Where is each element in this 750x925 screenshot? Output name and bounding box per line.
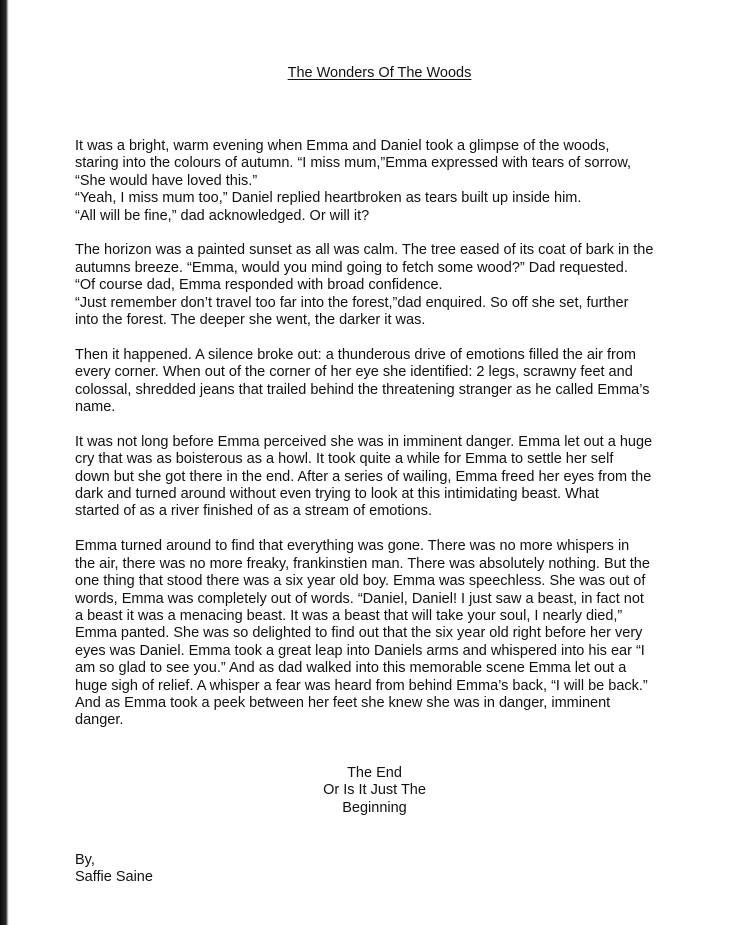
- paragraph-line: danger.: [75, 712, 124, 729]
- paragraph-line: colossal, shredded jeans that trailed behind the threatening stranger as he called Emma’s: [75, 381, 650, 398]
- paragraph-line: autumns breeze. “Emma, would you mind going to fetch some wood?” Dad requested.: [75, 259, 628, 276]
- paragraph-line: “All will be fine,” dad acknowledged. Or will it?: [75, 207, 370, 224]
- story-paragraph: [75, 347, 695, 417]
- ending-line: The End: [347, 765, 402, 781]
- story-body: [75, 138, 695, 747]
- paragraph-line: Emma turned around to find that everything was gone. There was no more whispers in: [75, 538, 630, 555]
- paragraph-line: And as Emma took a peek between her feet she knew she was in danger, imminent: [75, 694, 611, 711]
- paragraph-line: one thing that stood there was a six year old boy. Emma was speechless. She was out of: [75, 573, 646, 590]
- paragraph-line: “Yeah, I miss mum too,” Daniel replied heartbroken as tears built up inside him.: [75, 190, 582, 207]
- paragraph-line: “She would have loved this.”: [75, 172, 258, 189]
- paragraph-line: Then it happened. A silence broke out: a thunderous drive of emotions filled the air from: [75, 346, 637, 363]
- document-title: The Wonders Of The Woods: [287, 65, 472, 81]
- paragraph-line: staring into the colours of autumn. “I miss mum,”Emma expressed with tears of sorrow,: [75, 155, 632, 172]
- paragraph-line: It was not long before Emma perceived she was in imminent danger. Emma let out a huge: [75, 433, 653, 450]
- paragraph-line: every corner. When out of the corner of her eye she identified: 2 legs, scrawny feet and: [75, 364, 633, 381]
- paragraph-line: the air, there was no more freaky, frankinstien man. There was absolutely nothing. But the: [75, 555, 650, 572]
- author-name: Saffie Saine: [75, 869, 153, 886]
- paragraph-line: “Of course dad, Emma responded with broad confidence.: [75, 277, 443, 294]
- paragraph-line: The horizon was a painted sunset as all was calm. The tree eased of its coat of bark in the: [75, 242, 654, 259]
- paragraph-line: a beast it was a menacing beast. It was a beast that will take your soul, I nearly died,”: [75, 607, 623, 624]
- ending-line: Beginning: [342, 799, 407, 816]
- story-paragraph: [75, 434, 695, 521]
- byline-block: [75, 852, 153, 887]
- ending-line: Or Is It Just The: [323, 782, 426, 799]
- story-paragraph: [75, 538, 695, 729]
- paragraph-line: name.: [75, 399, 116, 416]
- paragraph-line: huge sigh of relief. A whisper a fear was heard from behind Emma’s back, “I will be back.”: [75, 677, 648, 694]
- story-paragraph: [75, 242, 695, 329]
- paragraph-line: “Just remember don’t travel too far into the forest,”dad enquired. So off she set, further: [75, 294, 629, 311]
- paragraph-line: cry that was as boisterous as a howl. It took quite a while for Emma to settle her self: [75, 451, 614, 468]
- page-edge-shadow: [0, 0, 9, 925]
- paragraph-line: started of as a river finished of as a stream of emotions.: [75, 503, 433, 520]
- paragraph-line: words, Emma was completely out of words. “Daniel, Daniel! I just saw a beast, in fact not: [75, 590, 644, 607]
- paragraph-line: dark and turned around without even trying to look at this intimidating beast. What: [75, 486, 599, 503]
- paragraph-line: into the forest. The deeper she went, the darker it was.: [75, 312, 426, 329]
- paragraph-line: Emma panted. She was so delighted to find out that the six year old right before her very: [75, 625, 643, 642]
- paragraph-line: eyes was Daniel. Emma took a great leap into Daniels arms and whispered into his ear “I: [75, 642, 645, 659]
- story-paragraph: [75, 138, 695, 225]
- ending-block: [9, 765, 740, 817]
- document-page: [9, 0, 750, 925]
- paragraph-line: It was a bright, warm evening when Emma and Daniel took a glimpse of the woods,: [75, 138, 610, 154]
- paragraph-line: down but she got there in the end. After a series of wailing, Emma freed her eyes from the: [75, 468, 652, 485]
- paragraph-line: am so glad to see you.” And as dad walked into this memorable scene Emma let out a: [75, 660, 627, 677]
- byline-label: By,: [75, 852, 95, 868]
